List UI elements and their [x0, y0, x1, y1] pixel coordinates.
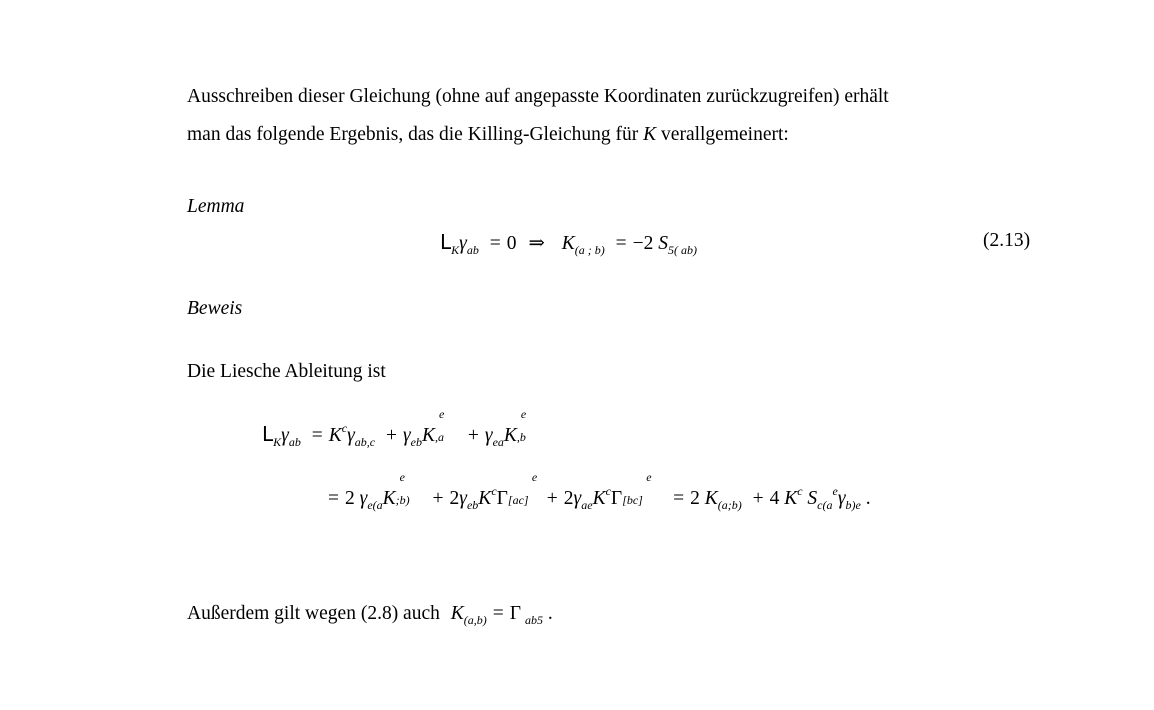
lemma-equation: $L_K\gamma_{ab} = 0$ ⇒ $K_{(a ; b)} = -2$ $S_{5( ab)}$ [440, 230, 697, 257]
lemma-heading: Lemma [187, 196, 245, 217]
proof-equation-line-1: $L_K\gamma_{ab} = K^c\gamma_{ab,c} + \gamma_{eb}K$ e ,a + $\gamma_{ea}K$ e ,b [262, 407, 527, 449]
closing-equation: $K_{(a,b)} = \Gamma$ $_{ab5}$ . [450, 603, 553, 627]
lemma-equation-number: (2.13) [983, 230, 1031, 251]
intro-line-2-suffix: verallgemeinert: [656, 124, 789, 145]
closing-line [187, 603, 553, 625]
intro-line-2-prefix: man das folgende Ergebnis, das die Killing-Gleichung für [187, 124, 644, 145]
intro-line-2-var: K [643, 124, 657, 145]
beweis-text: Die Liesche Ableitung ist [187, 361, 386, 382]
proof-equation-line-2: = 2 $\gamma_{e(a}K$ e ;b) + $2\gamma_{eb}K^c\Gamma$ e [ac] + $2\gamma_{ae}K^c\Gamma$ e [bc] = 2 $K_{(a;b)} + 4$ $K^c$ $S_{c(a}^e\gamma_{b)e}$ . [328, 470, 871, 512]
beweis-heading: Beweis [187, 298, 243, 319]
intro-paragraph [187, 78, 1037, 154]
intro-line-2 [187, 116, 1037, 154]
intro-line-1: Ausschreiben dieser Gleichung (ohne auf angepasste Koordinaten zurückzugreifen) erhält [187, 86, 889, 107]
closing-text: Außerdem gilt wegen (2.8) auch [187, 603, 440, 624]
